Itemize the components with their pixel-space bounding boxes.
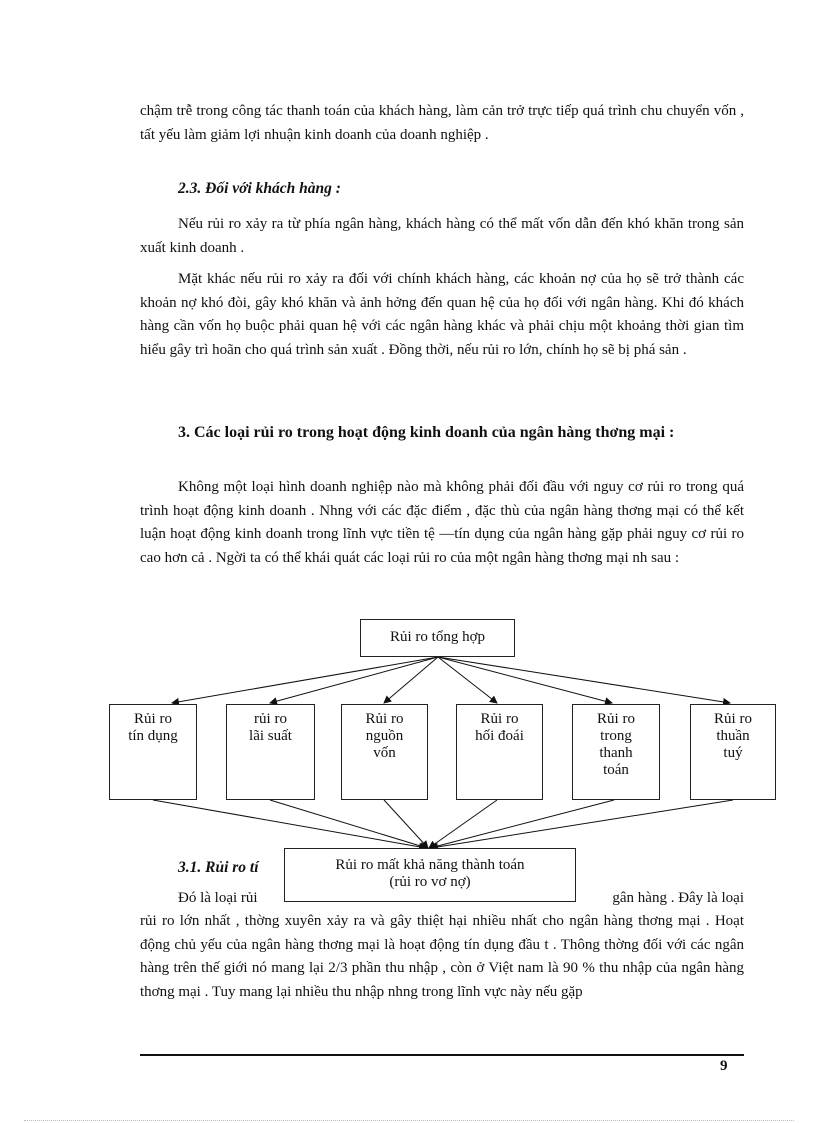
page-number: 9: [720, 1058, 728, 1074]
paragraph-intro: chậm trễ trong công tác thanh toán của khách hàng, làm cản trở trực tiếp quá trình chu chuyển vốn , tất yếu làm giảm lợi nhuận kinh doanh của doanh nghiệp .: [140, 103, 744, 143]
heading-3: 3. Các loại rủi ro trong hoạt động kinh doanh của ngân hàng thơng mại :: [178, 424, 675, 441]
diagram-pure-risk: Rủi ro thuần tuý: [690, 704, 776, 800]
heading-3-1: 3.1. Rủi ro tí: [178, 859, 259, 876]
diagram-interest-risk: rủi ro lãi suất: [226, 704, 315, 800]
diagram-total-risk: Rủi ro tổng hợp: [360, 619, 515, 657]
diagram-capital-risk: Rủi ro nguồn vốn: [341, 704, 428, 800]
paragraph-customer-risk: Mặt khác nếu rủi ro xảy ra đối với chính khách hàng, các khoản nợ của họ sẽ trở thành các khoản nợ khó đòi, gây khó khăn và ảnh hởng đến quan hệ của họ đối với ngân hàng. Khi đó khách hàng cần vốn họ buộc phải quan hệ với các ngân hàng khác và phải chịu một khoảng thời gian tìm hiểu gây trì hoãn cho quá trình sản xuất . Đồng thời, nếu rủi ro lớn, chính họ sẽ bị phá sản .: [140, 271, 744, 358]
page-bottom-border: [24, 1120, 794, 1121]
paragraph-risk-types: Không một loại hình doanh nghiệp nào mà không phải đối đầu với nguy cơ rủi ro trong quá trình hoạt động kinh doanh . Nhng với các đặc điểm , đặc thù của ngân hàng thơng mại có thể kết luận hoạt động kinh doanh trong lĩnh vực tiền tệ —tín dụng của ngân hàng gặp phải nguy cơ rủi ro cao hơn cả . Ngời ta có thể khái quát các loại rủi ro của một ngân hàng thơng mại nh sau :: [140, 479, 744, 566]
paragraph-credit-risk: rủi ro lớn nhất , thờng xuyên xảy ra và gây thiệt hại nhiều nhất cho ngân hàng thơng mại . Hoạt động chủ yếu của ngân hàng thơng mại là hoạt động tín dụng đầu t . Thông thờng đối với các ngân hàng trên thế giới nó mang lại 2/3 phần thu nhập , còn ở Việt nam là 90 % thu nhập của ngân hàng thơng mại . Tuy mang lại nhiều thu nhập nhng trong lĩnh vực này nếu gặp: [140, 913, 744, 1000]
diagram-exchange-risk: Rủi ro hối đoái: [456, 704, 543, 800]
diagram-insolvency-risk: Rủi ro mất khả năng thành toán (rủi ro vơ nợ): [284, 848, 576, 902]
paragraph-credit-end: gân hàng . Đây là loại: [612, 890, 744, 906]
diagram-credit-risk: Rủi ro tín dụng: [109, 704, 197, 800]
paragraph-bank-risk: Nếu rủi ro xảy ra từ phía ngân hàng, khách hàng có thể mất vốn dẫn đến khó khăn trong sản xuất kinh doanh .: [140, 216, 744, 256]
diagram-payment-risk: Rủi ro trong thanh toán: [572, 704, 660, 800]
footer-divider: [140, 1054, 744, 1056]
heading-2-3: 2.3. Đối với khách hàng :: [178, 180, 341, 197]
paragraph-credit-start: Đó là loại rủi: [178, 890, 258, 906]
